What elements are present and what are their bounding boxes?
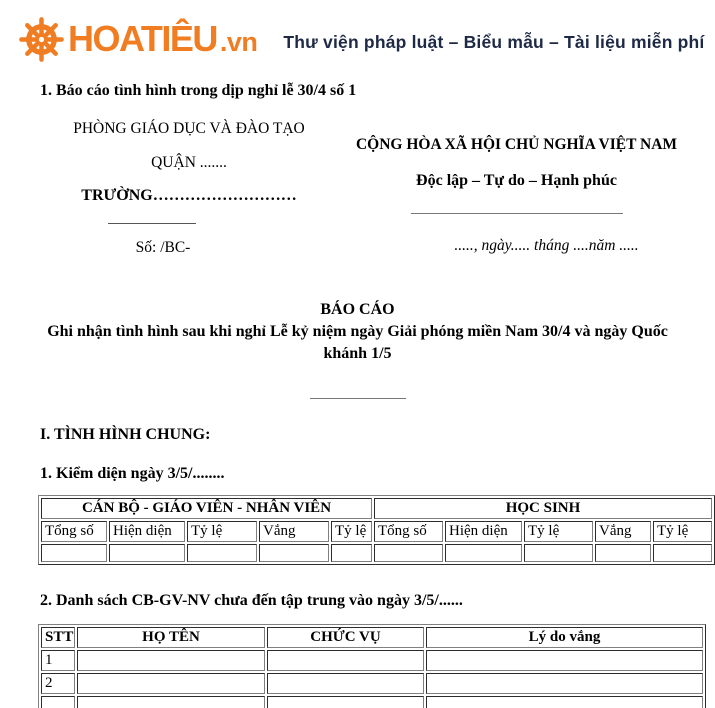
group-header-students: HỌC SINH: [374, 498, 712, 519]
table-cell: [77, 673, 265, 694]
table-cell: [41, 696, 75, 708]
column-header: Tổng số: [374, 521, 443, 542]
issuer-divider-line: [108, 223, 196, 224]
issuer-district: QUẬN .......: [151, 154, 227, 171]
table-cell: [374, 544, 443, 562]
column-header: Tỷ lệ: [524, 521, 593, 542]
column-header: Tỷ lệ: [653, 521, 712, 542]
absence-table: [38, 624, 706, 708]
column-header: CHỨC VỤ: [267, 627, 424, 648]
document-body: [0, 82, 715, 708]
attendance-table: [38, 495, 715, 565]
table-cell: [259, 544, 329, 562]
table-cell: [524, 544, 593, 562]
issuer-school: TRƯỜNG………………………: [81, 187, 297, 204]
table-cell: [426, 696, 703, 708]
table-cell: [41, 544, 107, 562]
column-header: Vắng: [595, 521, 651, 542]
national-header-block: [348, 120, 685, 257]
section-1-heading: I. TÌNH HÌNH CHUNG:: [40, 426, 211, 444]
logo-text: HOATIÊU: [68, 18, 217, 59]
national-motto: Độc lập – Tự do – Hạnh phúc: [416, 172, 617, 189]
table-cell: [77, 696, 265, 708]
column-header: Tỷ lệ: [331, 521, 372, 542]
column-header: Tổng số: [41, 521, 107, 542]
column-header: Hiện diện: [109, 521, 185, 542]
document-letterhead: [30, 120, 685, 257]
column-header: HỌ TÊN: [77, 627, 265, 648]
table-row: [41, 521, 712, 542]
table-cell: [187, 544, 257, 562]
group-header-staff: CÁN BỘ - GIÁO VIÊN - NHÂN VIÊN: [41, 498, 372, 519]
table-cell: 2: [41, 673, 75, 694]
table-cell: [267, 650, 424, 671]
logo-suffix: .vn: [219, 26, 258, 57]
table-row: [41, 627, 703, 648]
report-subtitle: Ghi nhận tình hình sau khi nghỉ Lễ kỷ niệm ngày Giải phóng miền Nam 30/4 và ngày Quốc khánh 1/5: [47, 323, 668, 363]
table-cell: [595, 544, 651, 562]
column-header: STT: [41, 627, 75, 648]
report-title: BÁO CÁO: [320, 301, 395, 318]
table-cell: [426, 650, 703, 671]
site-tagline: Thư viện pháp luật – Biểu mẫu – Tài liệu miễn phí: [283, 31, 705, 52]
table-cell: [331, 544, 372, 562]
table-row: [41, 696, 703, 708]
table-row: [41, 498, 712, 519]
table-cell: [109, 544, 185, 562]
hoatieu-logo[interactable]: [18, 16, 257, 63]
item-2-heading: 2. Danh sách CB-GV-NV chưa đến tập trung vào ngày 3/5/......: [40, 592, 463, 610]
table-row: [41, 544, 712, 562]
column-header: Hiện diện: [445, 521, 522, 542]
table-cell: [267, 696, 424, 708]
title-divider-line: [310, 398, 406, 399]
table-cell: 1: [41, 650, 75, 671]
page-heading: 1. Báo cáo tình hình trong dịp nghỉ lễ 30/4 số 1: [40, 82, 357, 99]
table-cell: [77, 650, 265, 671]
table-row: [41, 673, 703, 694]
table-row: [41, 650, 703, 671]
column-header: Vắng: [259, 521, 329, 542]
reference-number: Số: /BC-: [135, 239, 191, 256]
column-header: Lý do vắng: [426, 627, 703, 648]
item-1-heading: 1. Kiểm diện ngày 3/5/........: [40, 465, 225, 483]
motto-divider-line: [411, 213, 623, 214]
site-header: [0, 0, 715, 66]
table-cell: [267, 673, 424, 694]
issuer-block: [30, 120, 348, 257]
table-cell: [445, 544, 522, 562]
ship-wheel-icon: [18, 16, 65, 63]
date-line: ....., ngày..... tháng ....năm .....: [454, 237, 639, 254]
table-cell: [653, 544, 712, 562]
issuer-department: PHÒNG GIÁO DỤC VÀ ĐÀO TẠO: [73, 120, 305, 137]
column-header: Tỷ lệ: [187, 521, 257, 542]
country-title: CỘNG HÒA XÃ HỘI CHỦ NGHĨA VIỆT NAM: [355, 136, 678, 153]
table-cell: [426, 673, 703, 694]
